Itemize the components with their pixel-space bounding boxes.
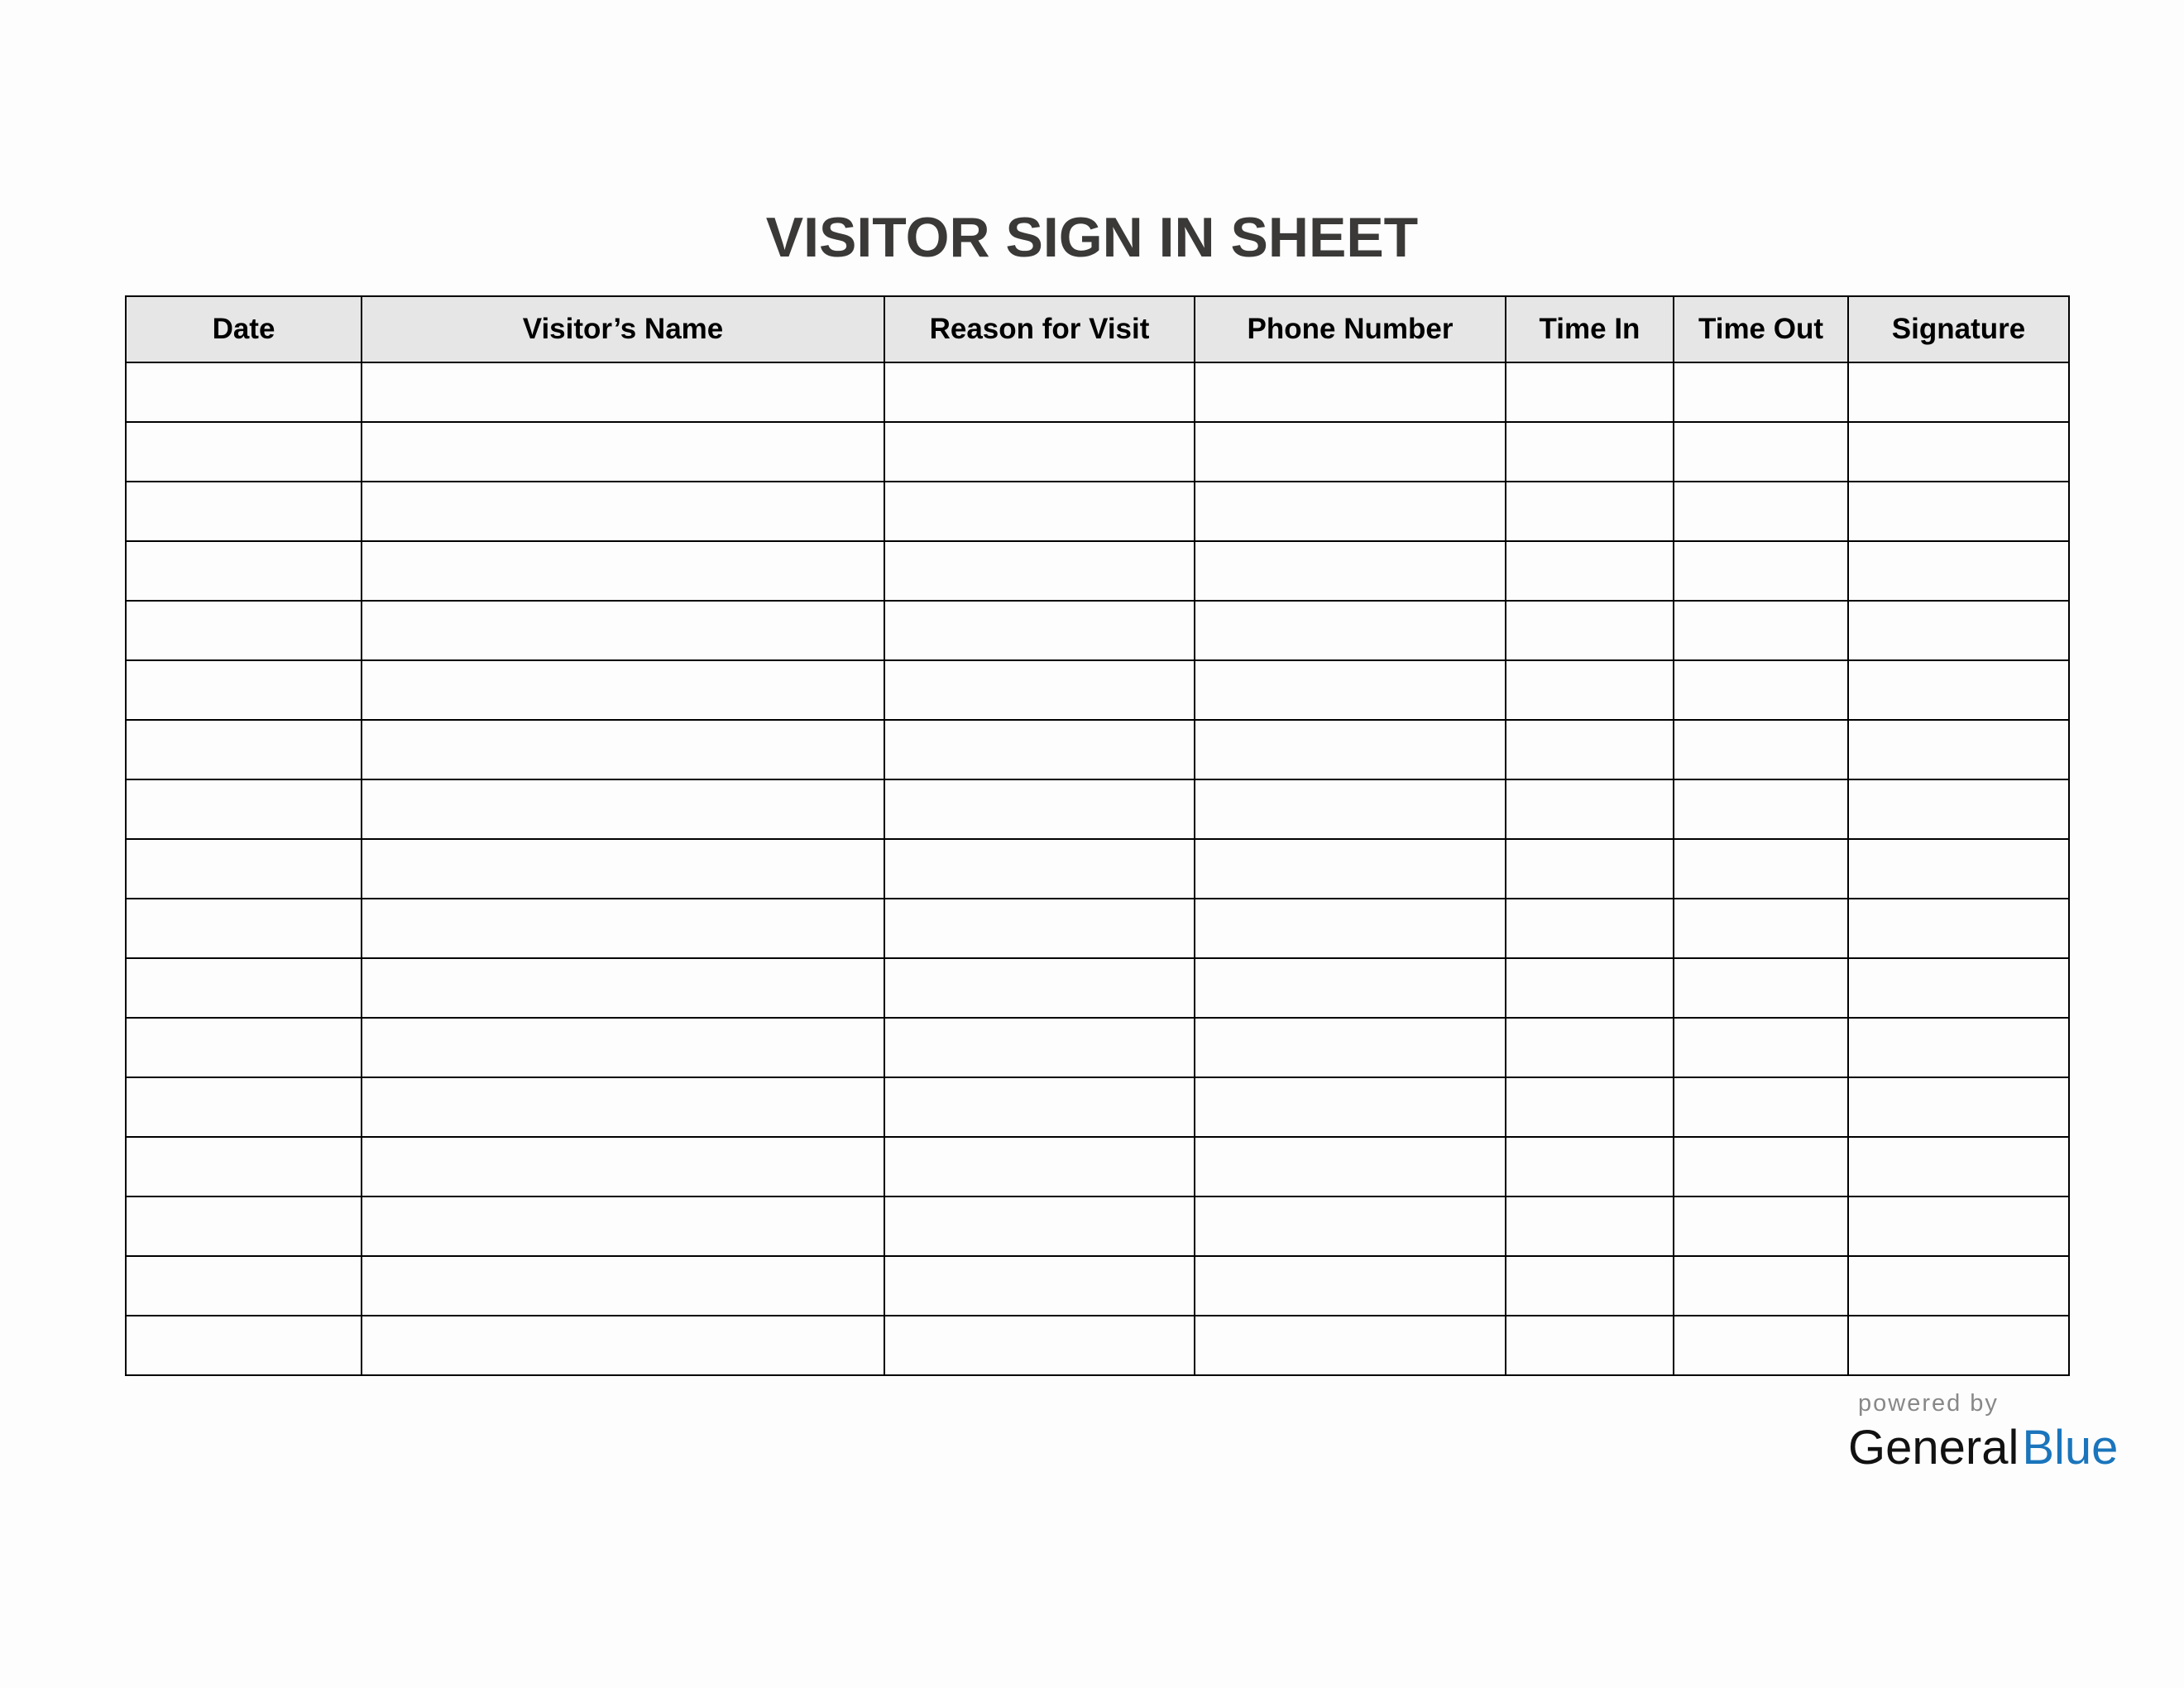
cell-reason[interactable] bbox=[884, 601, 1195, 660]
cell-visitor-name[interactable] bbox=[362, 1137, 884, 1196]
cell-time-out[interactable] bbox=[1674, 482, 1848, 541]
cell-reason[interactable] bbox=[884, 779, 1195, 839]
cell-time-out[interactable] bbox=[1674, 1196, 1848, 1256]
cell-signature[interactable] bbox=[1848, 541, 2069, 601]
cell-reason[interactable] bbox=[884, 482, 1195, 541]
cell-date[interactable] bbox=[126, 720, 362, 779]
table-row bbox=[126, 839, 2069, 899]
table-row bbox=[126, 362, 2069, 422]
table-row bbox=[126, 482, 2069, 541]
cell-time-in[interactable] bbox=[1506, 601, 1674, 660]
cell-phone[interactable] bbox=[1195, 422, 1506, 482]
cell-signature[interactable] bbox=[1848, 1196, 2069, 1256]
cell-time-in[interactable] bbox=[1506, 1137, 1674, 1196]
cell-signature[interactable] bbox=[1848, 1018, 2069, 1077]
cell-signature[interactable] bbox=[1848, 1137, 2069, 1196]
cell-time-in[interactable] bbox=[1506, 660, 1674, 720]
cell-visitor-name[interactable] bbox=[362, 1077, 884, 1137]
cell-reason[interactable] bbox=[884, 541, 1195, 601]
cell-reason[interactable] bbox=[884, 1196, 1195, 1256]
cell-phone[interactable] bbox=[1195, 899, 1506, 958]
cell-phone[interactable] bbox=[1195, 1316, 1506, 1375]
cell-visitor-name[interactable] bbox=[362, 720, 884, 779]
cell-date[interactable] bbox=[126, 1196, 362, 1256]
cell-date[interactable] bbox=[126, 1316, 362, 1375]
cell-signature[interactable] bbox=[1848, 1316, 2069, 1375]
cell-phone[interactable] bbox=[1195, 362, 1506, 422]
cell-phone[interactable] bbox=[1195, 1077, 1506, 1137]
cell-phone[interactable] bbox=[1195, 958, 1506, 1018]
cell-reason[interactable] bbox=[884, 839, 1195, 899]
cell-reason[interactable] bbox=[884, 362, 1195, 422]
table-row bbox=[126, 720, 2069, 779]
cell-signature[interactable] bbox=[1848, 779, 2069, 839]
cell-visitor-name[interactable] bbox=[362, 601, 884, 660]
visitor-sign-in-table bbox=[125, 295, 2070, 1376]
column-header-date: Date bbox=[126, 296, 362, 362]
cell-signature[interactable] bbox=[1848, 839, 2069, 899]
cell-visitor-name[interactable] bbox=[362, 482, 884, 541]
cell-date[interactable] bbox=[126, 779, 362, 839]
column-header-time-in: Time In bbox=[1506, 296, 1674, 362]
cell-reason[interactable] bbox=[884, 720, 1195, 779]
cell-time-out[interactable] bbox=[1674, 899, 1848, 958]
cell-visitor-name[interactable] bbox=[362, 1316, 884, 1375]
powered-by-label: powered by bbox=[1858, 1390, 1999, 1417]
cell-visitor-name[interactable] bbox=[362, 1256, 884, 1316]
table-row bbox=[126, 1137, 2069, 1196]
cell-time-out[interactable] bbox=[1674, 779, 1848, 839]
column-header-signature: Signature bbox=[1848, 296, 2069, 362]
cell-time-in[interactable] bbox=[1506, 720, 1674, 779]
cell-phone[interactable] bbox=[1195, 1196, 1506, 1256]
cell-phone[interactable] bbox=[1195, 482, 1506, 541]
cell-date[interactable] bbox=[126, 958, 362, 1018]
cell-visitor-name[interactable] bbox=[362, 362, 884, 422]
cell-visitor-name[interactable] bbox=[362, 422, 884, 482]
cell-visitor-name[interactable] bbox=[362, 541, 884, 601]
table-row bbox=[126, 779, 2069, 839]
column-header-visitor-name: Visitor’s Name bbox=[362, 296, 884, 362]
cell-date[interactable] bbox=[126, 601, 362, 660]
cell-phone[interactable] bbox=[1195, 1256, 1506, 1316]
column-header-reason: Reason for Visit bbox=[884, 296, 1195, 362]
cell-date[interactable] bbox=[126, 362, 362, 422]
cell-phone[interactable] bbox=[1195, 720, 1506, 779]
table-header-row bbox=[126, 296, 2069, 362]
column-header-phone: Phone Number bbox=[1195, 296, 1506, 362]
cell-date[interactable] bbox=[126, 1018, 362, 1077]
table-row bbox=[126, 660, 2069, 720]
cell-time-in[interactable] bbox=[1506, 1077, 1674, 1137]
cell-reason[interactable] bbox=[884, 1256, 1195, 1316]
cell-time-out[interactable] bbox=[1674, 601, 1848, 660]
cell-date[interactable] bbox=[126, 899, 362, 958]
cell-reason[interactable] bbox=[884, 899, 1195, 958]
cell-reason[interactable] bbox=[884, 1018, 1195, 1077]
cell-time-in[interactable] bbox=[1506, 482, 1674, 541]
table-row bbox=[126, 1018, 2069, 1077]
cell-time-out[interactable] bbox=[1674, 1256, 1848, 1316]
cell-signature[interactable] bbox=[1848, 899, 2069, 958]
cell-date[interactable] bbox=[126, 1256, 362, 1316]
cell-reason[interactable] bbox=[884, 1077, 1195, 1137]
logo-general: General bbox=[1848, 1421, 2019, 1475]
column-header-time-out: Time Out bbox=[1674, 296, 1848, 362]
cell-date[interactable] bbox=[126, 660, 362, 720]
cell-time-out[interactable] bbox=[1674, 1316, 1848, 1375]
cell-time-out[interactable] bbox=[1674, 660, 1848, 720]
cell-signature[interactable] bbox=[1848, 1256, 2069, 1316]
cell-signature[interactable] bbox=[1848, 422, 2069, 482]
cell-phone[interactable] bbox=[1195, 541, 1506, 601]
cell-signature[interactable] bbox=[1848, 482, 2069, 541]
cell-signature[interactable] bbox=[1848, 720, 2069, 779]
cell-signature[interactable] bbox=[1848, 601, 2069, 660]
cell-phone[interactable] bbox=[1195, 660, 1506, 720]
cell-visitor-name[interactable] bbox=[362, 1196, 884, 1256]
cell-date[interactable] bbox=[126, 1137, 362, 1196]
cell-phone[interactable] bbox=[1195, 779, 1506, 839]
cell-phone[interactable] bbox=[1195, 601, 1506, 660]
cell-time-in[interactable] bbox=[1506, 958, 1674, 1018]
cell-time-in[interactable] bbox=[1506, 1196, 1674, 1256]
cell-time-in[interactable] bbox=[1506, 1018, 1674, 1077]
table-row bbox=[126, 1316, 2069, 1375]
cell-date[interactable] bbox=[126, 839, 362, 899]
cell-reason[interactable] bbox=[884, 660, 1195, 720]
cell-reason[interactable] bbox=[884, 1316, 1195, 1375]
cell-phone[interactable] bbox=[1195, 1018, 1506, 1077]
table-row bbox=[126, 601, 2069, 660]
table-body bbox=[126, 362, 2069, 1375]
cell-phone[interactable] bbox=[1195, 839, 1506, 899]
cell-time-out[interactable] bbox=[1674, 1077, 1848, 1137]
cell-visitor-name[interactable] bbox=[362, 839, 884, 899]
logo-blue: Blue bbox=[2022, 1421, 2119, 1475]
cell-time-out[interactable] bbox=[1674, 362, 1848, 422]
cell-signature[interactable] bbox=[1848, 958, 2069, 1018]
cell-phone[interactable] bbox=[1195, 1137, 1506, 1196]
cell-signature[interactable] bbox=[1848, 1077, 2069, 1137]
cell-time-in[interactable] bbox=[1506, 839, 1674, 899]
cell-time-out[interactable] bbox=[1674, 541, 1848, 601]
cell-reason[interactable] bbox=[884, 422, 1195, 482]
cell-time-out[interactable] bbox=[1674, 839, 1848, 899]
table-row bbox=[126, 958, 2069, 1018]
cell-time-out[interactable] bbox=[1674, 1018, 1848, 1077]
table-row bbox=[126, 1077, 2069, 1137]
cell-date[interactable] bbox=[126, 541, 362, 601]
cell-time-in[interactable] bbox=[1506, 541, 1674, 601]
cell-date[interactable] bbox=[126, 1077, 362, 1137]
table-row bbox=[126, 541, 2069, 601]
page-title: VISITOR SIGN IN SHEET bbox=[765, 206, 1419, 269]
table-row bbox=[126, 1256, 2069, 1316]
cell-reason[interactable] bbox=[884, 1137, 1195, 1196]
cell-time-out[interactable] bbox=[1674, 1137, 1848, 1196]
cell-time-in[interactable] bbox=[1506, 899, 1674, 958]
cell-visitor-name[interactable] bbox=[362, 779, 884, 839]
cell-date[interactable] bbox=[126, 422, 362, 482]
cell-visitor-name[interactable] bbox=[362, 899, 884, 958]
cell-time-in[interactable] bbox=[1506, 362, 1674, 422]
cell-time-out[interactable] bbox=[1674, 422, 1848, 482]
cell-visitor-name[interactable] bbox=[362, 660, 884, 720]
cell-time-out[interactable] bbox=[1674, 720, 1848, 779]
table-row bbox=[126, 899, 2069, 958]
cell-signature[interactable] bbox=[1848, 362, 2069, 422]
cell-date[interactable] bbox=[126, 482, 362, 541]
cell-time-in[interactable] bbox=[1506, 779, 1674, 839]
cell-time-in[interactable] bbox=[1506, 1316, 1674, 1375]
table-row bbox=[126, 1196, 2069, 1256]
cell-visitor-name[interactable] bbox=[362, 1018, 884, 1077]
table-row bbox=[126, 422, 2069, 482]
generalblue-logo bbox=[1848, 1420, 2118, 1475]
cell-time-in[interactable] bbox=[1506, 422, 1674, 482]
cell-time-out[interactable] bbox=[1674, 958, 1848, 1018]
cell-visitor-name[interactable] bbox=[362, 958, 884, 1018]
cell-signature[interactable] bbox=[1848, 660, 2069, 720]
cell-time-in[interactable] bbox=[1506, 1256, 1674, 1316]
cell-reason[interactable] bbox=[884, 958, 1195, 1018]
